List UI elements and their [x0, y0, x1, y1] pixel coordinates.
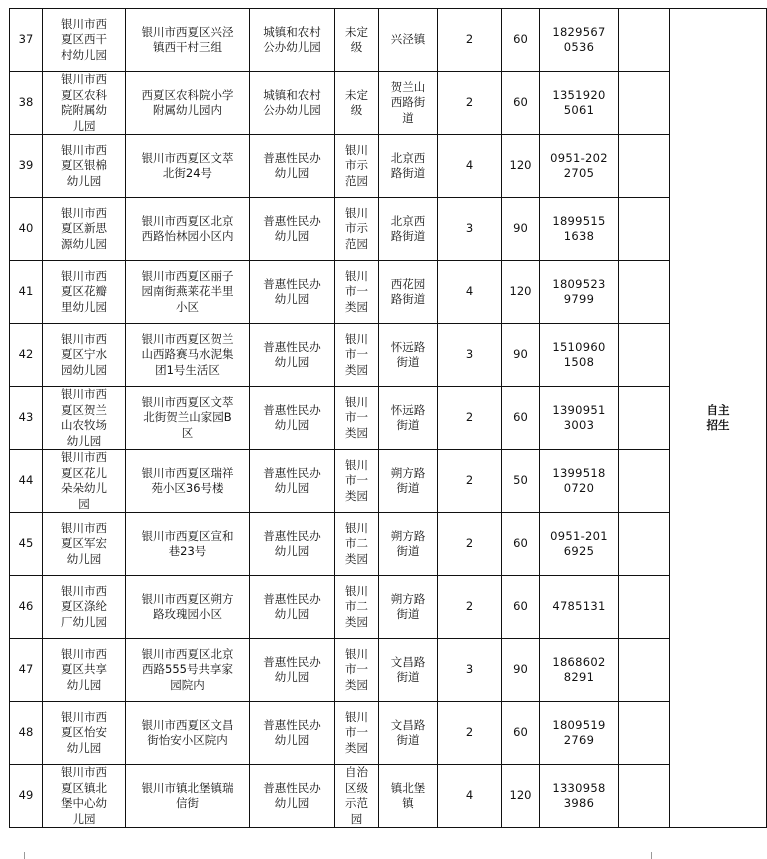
kindergarten-address — [126, 513, 250, 576]
class-count: 2 — [438, 450, 502, 513]
kindergarten-type — [250, 9, 335, 72]
kindergarten-name-text: 银川市西夏区镇北堡中心幼儿园 — [61, 765, 107, 826]
kindergarten-address-text: 银川市西夏区瑞祥苑小区36号楼 — [141, 465, 234, 495]
kindergarten-name-text: 银川市西夏区花瓣里幼儿园 — [61, 268, 107, 314]
kindergarten-address-text: 银川市西夏区贺兰山西路赛马水泥集团1号生活区 — [141, 331, 234, 377]
kindergarten-level-text: 银川市二类园 — [345, 583, 368, 629]
row-number: 44 — [10, 450, 43, 513]
table-row — [10, 450, 767, 513]
table-row — [10, 387, 767, 450]
kindergarten-street — [379, 639, 438, 702]
kindergarten-name — [43, 702, 126, 765]
contact-phone-text: 18295670536 — [552, 24, 606, 54]
kindergarten-type-text: 普惠性民办幼儿园 — [263, 654, 321, 684]
kindergarten-level — [335, 513, 379, 576]
blank-cell — [619, 639, 670, 702]
kindergarten-address-text: 银川市西夏区宣和巷23号 — [141, 528, 234, 558]
kindergarten-address — [126, 765, 250, 828]
enrollment-capacity: 90 — [502, 639, 540, 702]
contact-phone-text: 13309583986 — [552, 780, 606, 810]
kindergarten-name — [43, 198, 126, 261]
contact-phone-text: 18095239799 — [552, 276, 606, 306]
class-count: 2 — [438, 72, 502, 135]
kindergarten-street — [379, 324, 438, 387]
kindergarten-name — [43, 324, 126, 387]
kindergarten-name-text: 银川市西夏区西干村幼儿园 — [61, 16, 107, 62]
class-count: 4 — [438, 261, 502, 324]
kindergarten-address-text: 银川市西夏区北京西路怡林园小区内 — [141, 213, 234, 243]
row-number: 38 — [10, 72, 43, 135]
contact-phone — [540, 765, 619, 828]
row-number: 46 — [10, 576, 43, 639]
enrollment-note — [670, 9, 767, 828]
kindergarten-address-text: 西夏区农科院小学附属幼儿园内 — [141, 87, 234, 117]
kindergarten-name — [43, 765, 126, 828]
table-row — [10, 513, 767, 576]
kindergarten-level — [335, 639, 379, 702]
blank-cell — [619, 702, 670, 765]
kindergarten-address — [126, 576, 250, 639]
row-number: 43 — [10, 387, 43, 450]
page-footer-marks — [0, 852, 675, 859]
kindergarten-street-text: 兴泾镇 — [390, 32, 426, 47]
row-number: 41 — [10, 261, 43, 324]
blank-cell — [619, 135, 670, 198]
table-row — [10, 576, 767, 639]
class-count: 2 — [438, 576, 502, 639]
blank-cell — [619, 198, 670, 261]
kindergarten-type — [250, 765, 335, 828]
table-row — [10, 765, 767, 828]
kindergarten-street — [379, 198, 438, 261]
table-row — [10, 702, 767, 765]
contact-phone-text: 13519205061 — [552, 87, 606, 117]
enrollment-capacity: 120 — [502, 765, 540, 828]
kindergarten-street-text: 文昌路街道 — [390, 717, 426, 747]
enrollment-capacity: 90 — [502, 324, 540, 387]
kindergarten-type-text: 普惠性民办幼儿园 — [263, 213, 321, 243]
kindergarten-type-text: 普惠性民办幼儿园 — [263, 717, 321, 747]
blank-cell — [619, 261, 670, 324]
contact-phone — [540, 513, 619, 576]
kindergarten-name-text: 银川市西夏区共享幼儿园 — [61, 646, 107, 692]
enrollment-capacity: 60 — [502, 513, 540, 576]
contact-phone-text: 18995151638 — [552, 213, 606, 243]
contact-phone — [540, 135, 619, 198]
kindergarten-address-text: 银川市西夏区文萃北街24号 — [141, 150, 234, 180]
enrollment-capacity: 50 — [502, 450, 540, 513]
kindergarten-address-text: 银川市西夏区朔方路玫瑰园小区 — [141, 591, 234, 621]
kindergarten-type-text: 普惠性民办幼儿园 — [263, 339, 321, 369]
kindergarten-type-text: 城镇和农村公办幼儿园 — [263, 24, 321, 54]
table-row — [10, 198, 767, 261]
kindergarten-table — [9, 8, 767, 828]
kindergarten-name — [43, 135, 126, 198]
kindergarten-level — [335, 576, 379, 639]
kindergarten-name-text: 银川市西夏区新思源幼儿园 — [61, 205, 107, 251]
table-row — [10, 639, 767, 702]
contact-phone — [540, 576, 619, 639]
kindergarten-level — [335, 135, 379, 198]
kindergarten-level — [335, 261, 379, 324]
kindergarten-address — [126, 72, 250, 135]
kindergarten-name — [43, 450, 126, 513]
kindergarten-address — [126, 135, 250, 198]
kindergarten-name — [43, 261, 126, 324]
kindergarten-name-text: 银川市西夏区怡安幼儿园 — [61, 709, 107, 755]
class-count: 2 — [438, 9, 502, 72]
blank-cell — [619, 765, 670, 828]
class-count: 4 — [438, 765, 502, 828]
kindergarten-type — [250, 702, 335, 765]
contact-phone — [540, 639, 619, 702]
kindergarten-level — [335, 450, 379, 513]
class-count: 4 — [438, 135, 502, 198]
kindergarten-name-text: 银川市西夏区宁水园幼儿园 — [61, 331, 107, 377]
kindergarten-name — [43, 72, 126, 135]
kindergarten-level-text: 银川市一类园 — [345, 457, 368, 503]
kindergarten-level — [335, 702, 379, 765]
class-count: 2 — [438, 387, 502, 450]
kindergarten-type-text: 普惠性民办幼儿园 — [263, 150, 321, 180]
table-row — [10, 135, 767, 198]
class-count: 3 — [438, 198, 502, 261]
kindergarten-name — [43, 576, 126, 639]
kindergarten-name-text: 银川市西夏区贺兰山农牧场幼儿园 — [61, 387, 107, 448]
row-number: 39 — [10, 135, 43, 198]
kindergarten-level-text: 未定级 — [345, 24, 368, 54]
kindergarten-type — [250, 72, 335, 135]
kindergarten-street — [379, 576, 438, 639]
contact-phone — [540, 450, 619, 513]
blank-cell — [619, 576, 670, 639]
enrollment-capacity: 60 — [502, 72, 540, 135]
kindergarten-type — [250, 576, 335, 639]
kindergarten-street-text: 怀远路街道 — [390, 339, 426, 369]
kindergarten-address — [126, 261, 250, 324]
kindergarten-address-text: 银川市西夏区丽子园南街燕莱花半里小区 — [141, 268, 234, 314]
contact-phone — [540, 9, 619, 72]
class-count: 3 — [438, 324, 502, 387]
kindergarten-street — [379, 387, 438, 450]
row-number: 37 — [10, 9, 43, 72]
enrollment-note-text: 自主招生 — [706, 402, 730, 432]
contact-phone-text: 13995180720 — [552, 465, 606, 495]
enrollment-capacity: 60 — [502, 576, 540, 639]
kindergarten-type-text: 城镇和农村公办幼儿园 — [263, 87, 321, 117]
kindergarten-address — [126, 387, 250, 450]
blank-cell — [619, 387, 670, 450]
kindergarten-type — [250, 198, 335, 261]
kindergarten-name — [43, 9, 126, 72]
kindergarten-street-text: 文昌路街道 — [390, 654, 426, 684]
kindergarten-type-text: 普惠性民办幼儿园 — [263, 528, 321, 558]
kindergarten-name-text: 银川市西夏区银棉幼儿园 — [61, 142, 107, 188]
table-row — [10, 261, 767, 324]
enrollment-capacity: 120 — [502, 135, 540, 198]
kindergarten-level-text: 自治区级示范园 — [345, 765, 368, 826]
kindergarten-street — [379, 135, 438, 198]
row-number: 40 — [10, 198, 43, 261]
contact-phone — [540, 702, 619, 765]
contact-phone-text: 4785131 — [552, 599, 606, 614]
contact-phone-text: 18686028291 — [552, 654, 606, 684]
row-number: 45 — [10, 513, 43, 576]
kindergarten-address-text: 银川市镇北堡镇瑞信街 — [141, 780, 234, 810]
kindergarten-level — [335, 72, 379, 135]
kindergarten-type — [250, 261, 335, 324]
kindergarten-type-text: 普惠性民办幼儿园 — [263, 402, 321, 432]
kindergarten-street — [379, 72, 438, 135]
kindergarten-street — [379, 513, 438, 576]
kindergarten-level — [335, 387, 379, 450]
contact-phone-text: 15109601508 — [552, 339, 606, 369]
row-number: 48 — [10, 702, 43, 765]
contact-phone — [540, 198, 619, 261]
kindergarten-level-text: 银川市一类园 — [345, 394, 368, 440]
kindergarten-street-text: 贺兰山西路街道 — [390, 79, 426, 125]
kindergarten-street-text: 北京西路街道 — [390, 150, 426, 180]
kindergarten-address-text: 银川市西夏区兴泾镇西干村三组 — [141, 24, 234, 54]
table-row — [10, 9, 767, 72]
kindergarten-level-text: 未定级 — [345, 87, 368, 117]
kindergarten-name-text: 银川市西夏区军宏幼儿园 — [61, 520, 107, 566]
kindergarten-street — [379, 450, 438, 513]
kindergarten-street-text: 怀远路街道 — [390, 402, 426, 432]
kindergarten-type — [250, 639, 335, 702]
enrollment-capacity: 60 — [502, 702, 540, 765]
kindergarten-type — [250, 324, 335, 387]
contact-phone-text: 13909513003 — [552, 402, 606, 432]
kindergarten-type-text: 普惠性民办幼儿园 — [263, 591, 321, 621]
kindergarten-street — [379, 261, 438, 324]
kindergarten-street-text: 朔方路街道 — [390, 528, 426, 558]
kindergarten-level-text: 银川市二类园 — [345, 520, 368, 566]
kindergarten-street-text: 镇北堡镇 — [390, 780, 426, 810]
kindergarten-address — [126, 702, 250, 765]
kindergarten-street-text: 西花园路街道 — [390, 276, 426, 306]
kindergarten-street — [379, 702, 438, 765]
blank-cell — [619, 450, 670, 513]
kindergarten-type — [250, 450, 335, 513]
row-number: 47 — [10, 639, 43, 702]
table-body — [10, 9, 767, 828]
blank-cell — [619, 324, 670, 387]
contact-phone — [540, 324, 619, 387]
kindergarten-type — [250, 387, 335, 450]
kindergarten-level-text: 银川市示范园 — [345, 205, 368, 251]
kindergarten-level — [335, 198, 379, 261]
contact-phone — [540, 72, 619, 135]
kindergarten-level-text: 银川市一类园 — [345, 331, 368, 377]
kindergarten-address-text: 银川市西夏区北京西路555号共享家园院内 — [141, 646, 234, 692]
kindergarten-name-text: 银川市西夏区花儿朵朵幼儿园 — [61, 450, 107, 511]
kindergarten-type-text: 普惠性民办幼儿园 — [263, 465, 321, 495]
kindergarten-type-text: 普惠性民办幼儿园 — [263, 780, 321, 810]
enrollment-capacity: 120 — [502, 261, 540, 324]
kindergarten-name-text: 银川市西夏区农科院附属幼儿园 — [61, 72, 107, 133]
kindergarten-level — [335, 9, 379, 72]
kindergarten-address — [126, 324, 250, 387]
kindergarten-type-text: 普惠性民办幼儿园 — [263, 276, 321, 306]
class-count: 3 — [438, 639, 502, 702]
contact-phone — [540, 261, 619, 324]
kindergarten-address-text: 银川市西夏区文昌街怡安小区院内 — [141, 717, 234, 747]
table-row — [10, 324, 767, 387]
kindergarten-address — [126, 198, 250, 261]
kindergarten-type — [250, 135, 335, 198]
blank-cell — [619, 9, 670, 72]
kindergarten-level-text: 银川市一类园 — [345, 268, 368, 314]
kindergarten-street-text: 朔方路街道 — [390, 591, 426, 621]
enrollment-capacity: 60 — [502, 9, 540, 72]
contact-phone-text: 18095192769 — [552, 717, 606, 747]
kindergarten-address — [126, 639, 250, 702]
class-count: 2 — [438, 513, 502, 576]
row-number: 49 — [10, 765, 43, 828]
kindergarten-level-text: 银川市一类园 — [345, 709, 368, 755]
table-row — [10, 72, 767, 135]
row-number: 42 — [10, 324, 43, 387]
kindergarten-level-text: 银川市一类园 — [345, 646, 368, 692]
kindergarten-street — [379, 9, 438, 72]
contact-phone-text: 0951-2016925 — [550, 528, 608, 558]
kindergarten-address-text: 银川市西夏区文萃北街贺兰山家园B区 — [141, 394, 234, 440]
kindergarten-name-text: 银川市西夏区涤纶厂幼儿园 — [61, 583, 107, 629]
blank-cell — [619, 513, 670, 576]
enrollment-capacity: 60 — [502, 387, 540, 450]
kindergarten-name — [43, 639, 126, 702]
kindergarten-street — [379, 765, 438, 828]
kindergarten-level — [335, 324, 379, 387]
kindergarten-name — [43, 387, 126, 450]
contact-phone — [540, 387, 619, 450]
kindergarten-level-text: 银川市示范园 — [345, 142, 368, 188]
kindergarten-street-text: 朔方路街道 — [390, 465, 426, 495]
contact-phone-text: 0951-2022705 — [550, 150, 608, 180]
kindergarten-type — [250, 513, 335, 576]
kindergarten-name — [43, 513, 126, 576]
enrollment-capacity: 90 — [502, 198, 540, 261]
blank-cell — [619, 72, 670, 135]
kindergarten-address — [126, 450, 250, 513]
kindergarten-address — [126, 9, 250, 72]
kindergarten-street-text: 北京西路街道 — [390, 213, 426, 243]
class-count: 2 — [438, 702, 502, 765]
kindergarten-level — [335, 765, 379, 828]
